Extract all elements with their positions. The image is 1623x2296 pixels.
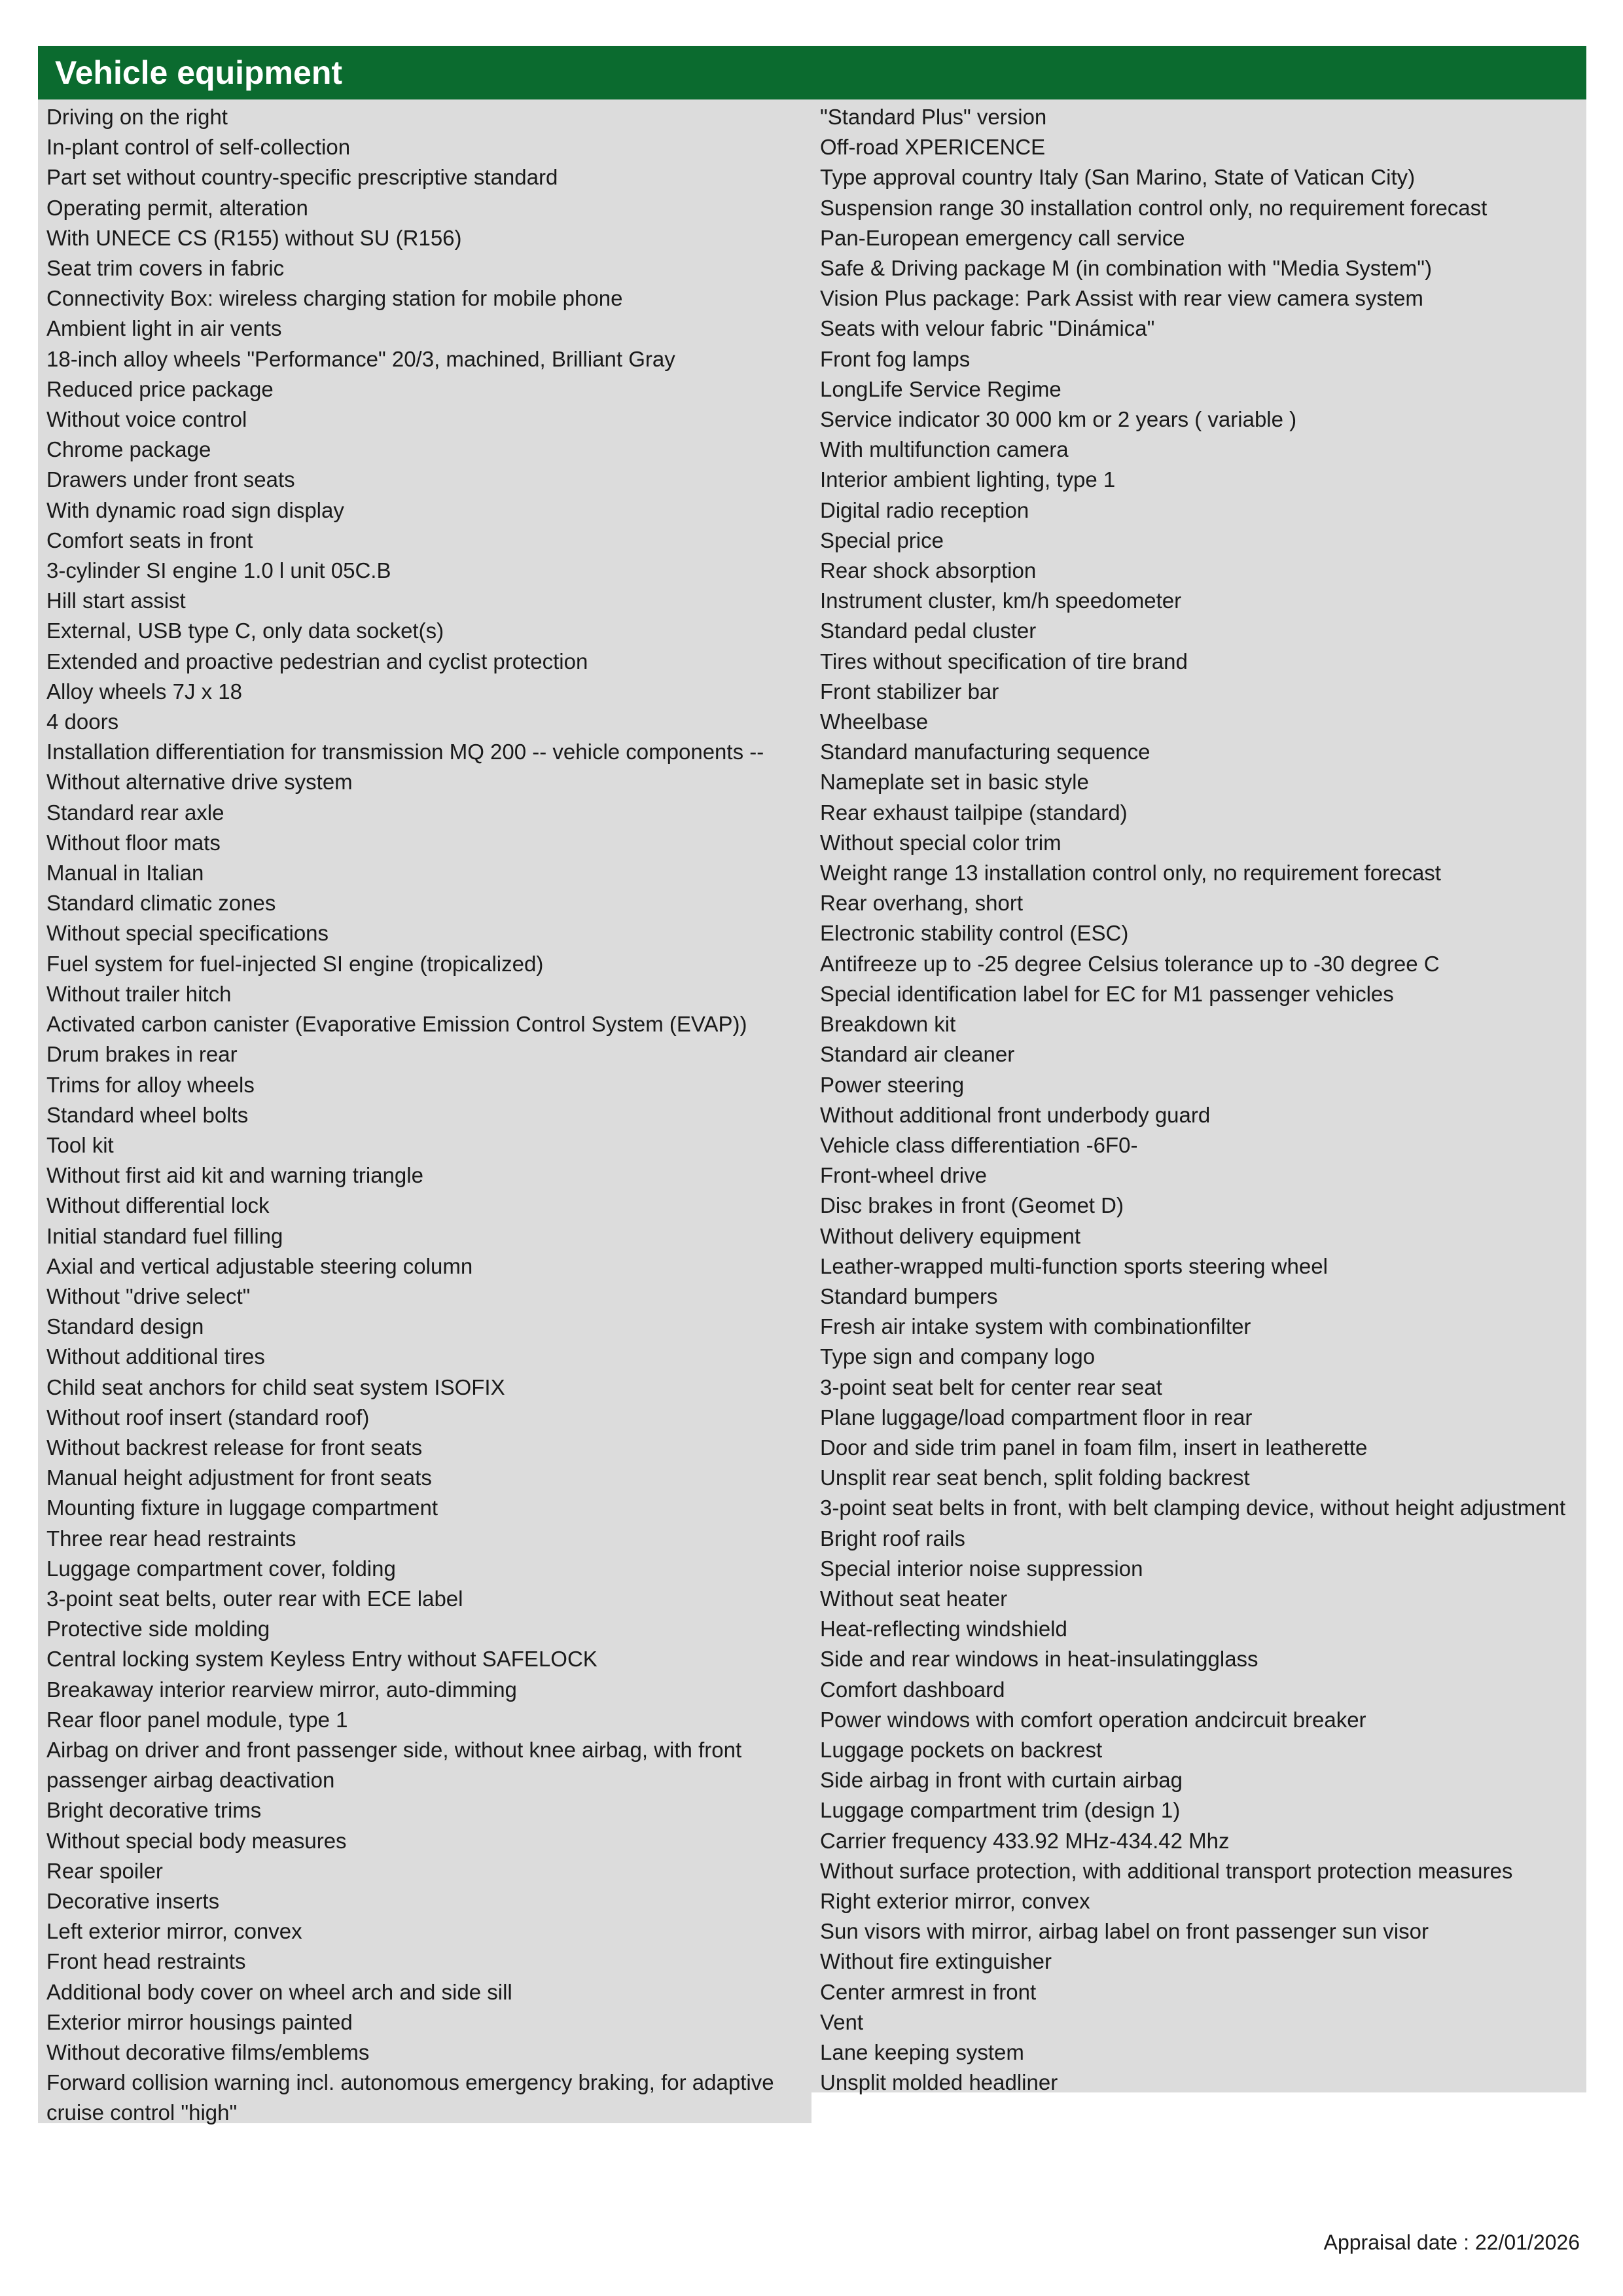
equipment-item: Seats with velour fabric "Dinámica" [820,316,1155,341]
equipment-item: Luggage pockets on backrest [820,1737,1103,1762]
equipment-item: Without special body measures [46,1828,347,1853]
equipment-item: Disc brakes in front (Geomet D) [820,1193,1124,1218]
equipment-item: Without additional tires [46,1344,265,1369]
equipment-item: Trims for alloy wheels [46,1072,255,1097]
equipment-item: Type sign and company logo [820,1344,1096,1369]
equipment-item: Tool kit [46,1132,114,1157]
equipment-item: Front head restraints [46,1949,246,1974]
equipment-item: Door and side trim panel in foam film, insert in leatherette [820,1435,1368,1460]
equipment-list-right [812,99,1586,2095]
equipment-item: Side airbag in front with curtain airbag [820,1768,1183,1793]
equipment-item: Installation differentiation for transmission MQ 200 -- vehicle components -- [46,740,764,764]
equipment-item: Without delivery equipment [820,1223,1081,1248]
equipment-item: Breakdown kit [820,1012,956,1037]
equipment-item: Manual in Italian [46,861,204,886]
equipment-item: Extended and proactive pedestrian and cyclist protection [46,649,588,673]
equipment-item: Reduced price package [46,376,274,401]
equipment-item: Carrier frequency 433.92 MHz-434.42 Mhz [820,1828,1230,1853]
equipment-item: Hill start assist [46,588,186,613]
equipment-item: Suspension range 30 installation control only, no requirement forecast [820,195,1488,220]
equipment-item: Without special color trim [820,830,1061,855]
equipment-item: Left exterior mirror, convex [46,1919,302,1944]
equipment-item: Manual height adjustment for front seats [46,1465,432,1490]
equipment-item: Weight range 13 installation control only, no requirement forecast [820,861,1441,886]
equipment-item: Unsplit rear seat bench, split folding backrest [820,1465,1250,1490]
equipment-item: Type approval country Italy (San Marino, State of Vatican City) [820,165,1416,190]
equipment-item: 3-point seat belts, outer rear with ECE label [46,1586,463,1611]
equipment-item: Standard bumpers [820,1283,998,1308]
equipment-item: Special price [820,528,944,552]
equipment-item: Without "drive select" [46,1283,251,1308]
equipment-item: Special interior noise suppression [820,1556,1143,1581]
equipment-item: Without first aid kit and warning triangle [46,1163,423,1188]
equipment-item: Comfort dashboard [820,1677,1005,1702]
equipment-item: Standard wheel bolts [46,1102,249,1127]
equipment-item: Front stabilizer bar [820,679,999,704]
equipment-item: Tires without specification of tire brand [820,649,1188,673]
equipment-item: Without surface protection, with additional transport protection measures [820,1858,1513,1883]
equipment-item: Operating permit, alteration [46,195,308,220]
appraisal-date: Appraisal date : 22/01/2026 [1323,2231,1580,2254]
equipment-item: Standard design [46,1314,204,1339]
equipment-item: Without additional front underbody guard [820,1102,1211,1127]
equipment-item: Sun visors with mirror, airbag label on front passenger sun visor [820,1919,1429,1944]
equipment-item: Power steering [820,1072,965,1097]
equipment-item: Front-wheel drive [820,1163,987,1188]
equipment-item: Without alternative drive system [46,770,353,795]
equipment-item: Rear overhang, short [820,891,1024,916]
equipment-item: LongLife Service Regime [820,376,1061,401]
equipment-item: Service indicator 30 000 km or 2 years ( variable ) [820,407,1297,432]
equipment-item: Standard pedal cluster [820,619,1037,643]
equipment-item: With multifunction camera [820,437,1069,462]
equipment-item: Bright decorative trims [46,1798,262,1823]
equipment-item: Forward collision warning incl. autonomous emergency braking, for adaptive cruise control "high" [46,2070,774,2125]
equipment-item: Alloy wheels 7J x 18 [46,679,242,704]
equipment-item: Plane luggage/load compartment floor in rear [820,1405,1253,1429]
equipment-item: Exterior mirror housings painted [46,2009,353,2034]
equipment-item: Luggage compartment trim (design 1) [820,1798,1181,1823]
equipment-item: Decorative inserts [46,1888,220,1913]
equipment-item: Interior ambient lighting, type 1 [820,467,1116,492]
equipment-item: Three rear head restraints [46,1526,296,1551]
equipment-item: "Standard Plus" version [820,105,1047,129]
equipment-item: Central locking system Keyless Entry without SAFELOCK [46,1647,597,1672]
equipment-item: Leather-wrapped multi-function sports steering wheel [820,1253,1328,1278]
equipment-item: Fuel system for fuel-injected SI engine (tropicalized) [46,951,544,976]
equipment-item: Part set without country-specific prescriptive standard [46,165,558,190]
equipment-item: Without special specifications [46,921,329,946]
equipment-item: 18-inch alloy wheels "Performance" 20/3, machined, Brilliant Gray [46,346,675,371]
equipment-item: Off-road XPERICENCE [820,135,1046,160]
equipment-item: Vision Plus package: Park Assist with rear view camera system [820,286,1423,311]
equipment-item: Instrument cluster, km/h speedometer [820,588,1182,613]
equipment-list-left [38,99,812,2123]
equipment-item: Standard climatic zones [46,891,276,916]
equipment-item: Without roof insert (standard roof) [46,1405,370,1429]
equipment-item: Antifreeze up to -25 degree Celsius tolerance up to -30 degree C [820,951,1440,976]
equipment-item: Without voice control [46,407,247,432]
equipment-item: Ambient light in air vents [46,316,282,341]
equipment-item: Comfort seats in front [46,528,253,552]
equipment-item: Digital radio reception [820,497,1029,522]
equipment-item: Standard rear axle [46,800,224,825]
equipment-item: Breakaway interior rearview mirror, auto-dimming [46,1677,517,1702]
equipment-item: Front fog lamps [820,346,971,371]
equipment-item: Drum brakes in rear [46,1042,238,1067]
equipment-item: Initial standard fuel filling [46,1223,283,1248]
equipment-item: Side and rear windows in heat-insulatingglass [820,1647,1258,1672]
equipment-item: Fresh air intake system with combinationfilter [820,1314,1251,1339]
equipment-item: Wheelbase [820,709,929,734]
equipment-item: Child seat anchors for child seat system ISOFIX [46,1374,505,1399]
equipment-item: Airbag on driver and front passenger side, without knee airbag, with front passenger airbag deactivation [46,1737,742,1793]
equipment-item: 3-point seat belt for center rear seat [820,1374,1162,1399]
equipment-item: Vent [820,2009,864,2034]
equipment-item: Vehicle class differentiation -6F0- [820,1132,1138,1157]
equipment-item: Power windows with comfort operation andcircuit breaker [820,1707,1366,1732]
equipment-item: Standard air cleaner [820,1042,1015,1067]
equipment-item: Unsplit molded headliner [820,2070,1058,2095]
equipment-item: Electronic stability control (ESC) [820,921,1129,946]
equipment-item: Activated carbon canister (Evaporative Emission Control System (EVAP)) [46,1012,747,1037]
equipment-item: Protective side molding [46,1617,270,1641]
equipment-item: In-plant control of self-collection [46,135,351,160]
equipment-item: Chrome package [46,437,211,462]
section-title: Vehicle equipment [38,46,1586,99]
equipment-item: Driving on the right [46,105,228,129]
equipment-item: Connectivity Box: wireless charging station for mobile phone [46,286,623,311]
equipment-item: Rear floor panel module, type 1 [46,1707,348,1732]
equipment-item: Bright roof rails [820,1526,965,1551]
equipment-item: Pan-European emergency call service [820,225,1185,250]
equipment-item: Without differential lock [46,1193,270,1218]
equipment-item: Safe & Driving package M (in combination with "Media System") [820,256,1432,281]
equipment-item: Without backrest release for front seats [46,1435,423,1460]
equipment-item: Right exterior mirror, convex [820,1888,1090,1913]
equipment-item: Axial and vertical adjustable steering column [46,1253,473,1278]
equipment-item: Without decorative films/emblems [46,2040,370,2064]
equipment-item: Drawers under front seats [46,467,295,492]
equipment-item: 3-cylinder SI engine 1.0 l unit 05C.B [46,558,391,583]
equipment-item: External, USB type C, only data socket(s) [46,619,444,643]
equipment-item: Seat trim covers in fabric [46,256,285,281]
equipment-item: Additional body cover on wheel arch and side sill [46,1979,512,2004]
equipment-item: 3-point seat belts in front, with belt clamping device, without height adjustment [820,1496,1566,1520]
equipment-item: Without seat heater [820,1586,1008,1611]
equipment-item: Without floor mats [46,830,221,855]
equipment-item: Nameplate set in basic style [820,770,1089,795]
equipment-item: Without fire extinguisher [820,1949,1052,1974]
equipment-item: Lane keeping system [820,2040,1024,2064]
equipment-item: Special identification label for EC for M1 passenger vehicles [820,981,1394,1006]
equipment-item: Rear spoiler [46,1858,163,1883]
equipment-item: With UNECE CS (R155) without SU (R156) [46,225,462,250]
equipment-item: Rear shock absorption [820,558,1037,583]
equipment-item: Rear exhaust tailpipe (standard) [820,800,1128,825]
equipment-item: Mounting fixture in luggage compartment [46,1496,438,1520]
equipment-item: Heat-reflecting windshield [820,1617,1067,1641]
equipment-item: 4 doors [46,709,119,734]
equipment-item: Without trailer hitch [46,981,232,1006]
equipment-item: Luggage compartment cover, folding [46,1556,396,1581]
equipment-item: Standard manufacturing sequence [820,740,1150,764]
equipment-item: With dynamic road sign display [46,497,344,522]
equipment-item: Center armrest in front [820,1979,1037,2004]
